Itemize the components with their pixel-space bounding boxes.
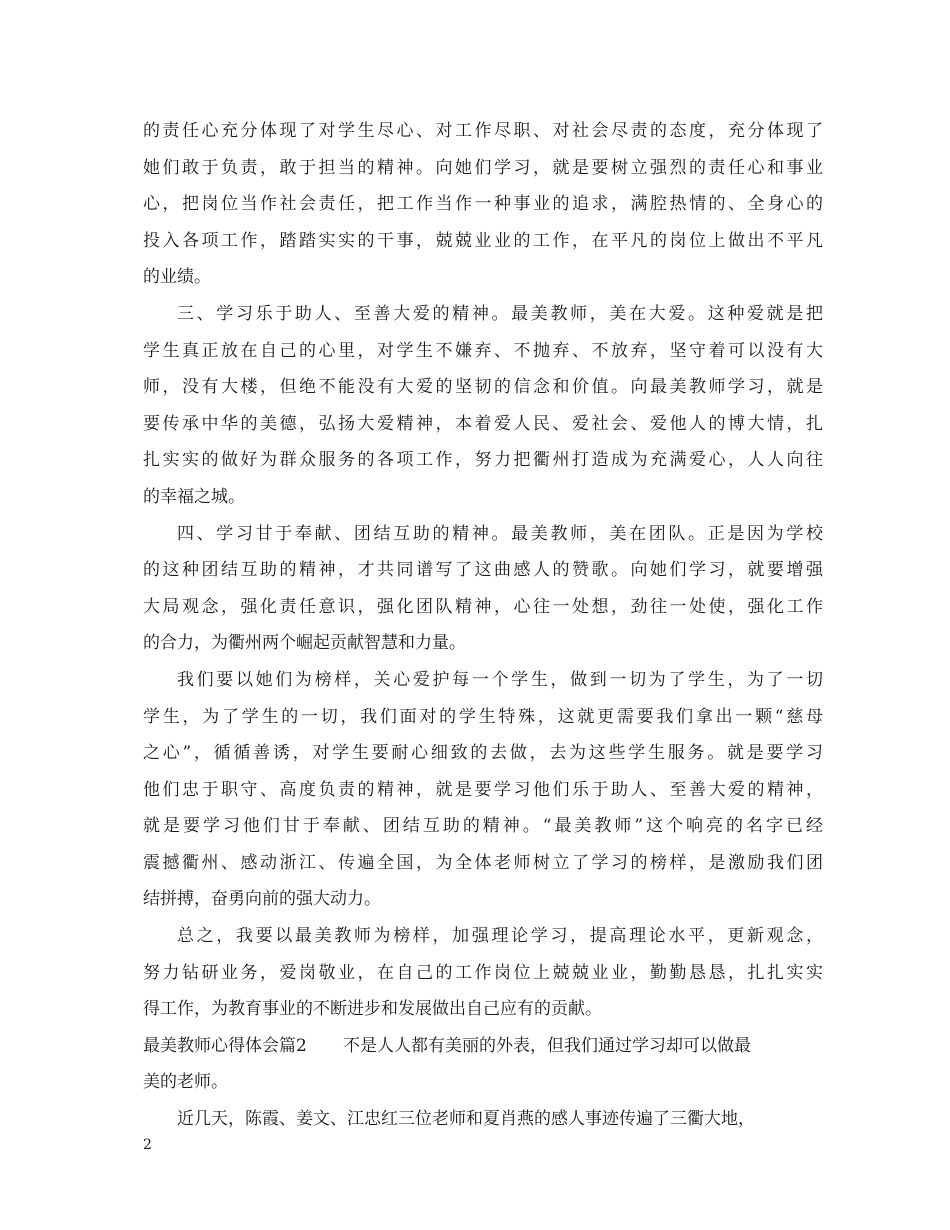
text-line: 四、学习甘于奉献、团结互助的精神。最美教师，美在团队。正是因为学校 (177, 523, 823, 544)
text-line: 要传承中华的美德，弘扬大爱精神，本着爱人民、爱社会、爱他人的博大情，扎 (143, 413, 823, 434)
text-line: 美的老师。 (143, 1072, 228, 1093)
text-line: 扎实实的做好为群众服务的各项工作，努力把衢州打造成为充满爱心，人人向往 (143, 450, 823, 471)
text-line: 结拼搏，奋勇向前的强大动力。 (143, 889, 381, 910)
page-number: 2 (143, 1137, 152, 1153)
paragraph (143, 296, 823, 516)
text-line: 投入各项工作，踏踏实实的干事，兢兢业业的工作，在平凡的岗位上做出不平凡 (143, 230, 823, 251)
text-line: 的责任心充分体现了对学生尽心、对工作尽职、对社会尽责的态度，充分体现了 (143, 121, 823, 141)
paragraph (143, 1101, 823, 1138)
text-line: 总之，我要以最美教师为榜样，加强理论学习，提高理论水平，更新观念， (177, 926, 823, 947)
text-line: 的合力，为衢州两个崛起贡献智慧和力量。 (143, 633, 466, 654)
text-line: 学生，为了学生的一切，我们面对的学生特殊，这就更需要我们拿出一颗“慈母 (143, 706, 823, 727)
text-line: 之心”，循循善诱，对学生要耐心细致的去做，去为这些学生服务。就是要学习 (143, 743, 823, 764)
text-line: 的幸福之城。 (143, 486, 245, 507)
paragraph (143, 113, 823, 296)
text-line: 近几天，陈霞、姜文、江忠红三位老师和夏肖燕的感人事迹传遍了三衢大地， (177, 1109, 755, 1130)
text-line: 她们敢于负责，敢于担当的精神。向她们学习，就是要树立强烈的责任心和事业 (143, 157, 823, 178)
text-line: 我们要以她们为榜样，关心爱护每一个学生，做到一切为了学生，为了一切 (177, 669, 823, 690)
text-line: 他们忠于职守、高度负责的精神，就是要学习他们乐于助人、至善大爱的精神， (143, 779, 823, 800)
text-line: 心，把岗位当作社会责任，把工作当作一种事业的追求，满腔热情的、全身心的 (143, 194, 823, 215)
text-line: 师，没有大楼，但绝不能没有大爱的坚韧的信念和价值。向最美教师学习，就是 (143, 377, 823, 398)
paragraph (143, 516, 823, 662)
text-line: 学生真正放在自己的心里，对学生不嫌弃、不抛弃、不放弃，坚守着可以没有大 (143, 340, 823, 361)
heading-first-line-text: 不是人人都有美丽的外表，但我们通过学习却可以做最 (343, 1035, 751, 1056)
text-line: 三、学习乐于助人、至善大爱的精神。最美教师，美在大爱。这种爱就是把 (177, 303, 823, 324)
section-heading (143, 1028, 823, 1101)
text-line: 就是要学习他们甘于奉献、团结互助的精神。“最美教师”这个响亮的名字已经 (143, 816, 823, 837)
text-line: 得工作，为教育事业的不断进步和发展做出自己应有的贡献。 (143, 999, 602, 1020)
text-line: 大局观念，强化责任意识，强化团队精神，心往一处想，劲往一处使，强化工作 (143, 596, 823, 617)
text-line: 努力钻研业务，爱岗敬业，在自己的工作岗位上兢兢业业，勤勤恳恳，扎扎实实 (143, 962, 823, 983)
text-line: 的这种团结互助的精神，才共同谱写了这曲感人的赞歌。向她们学习，就要增强 (143, 560, 823, 581)
paragraph (143, 918, 823, 1028)
paragraph (143, 662, 823, 918)
text-line: 的业绩。 (143, 267, 211, 288)
heading-line (143, 1028, 823, 1065)
document-body (143, 113, 823, 1138)
heading-title: 最美教师心得体会篇2 (143, 1035, 307, 1056)
text-line: 震撼衢州、感动浙江、传遍全国，为全体老师树立了学习的榜样，是激励我们团 (143, 852, 823, 873)
